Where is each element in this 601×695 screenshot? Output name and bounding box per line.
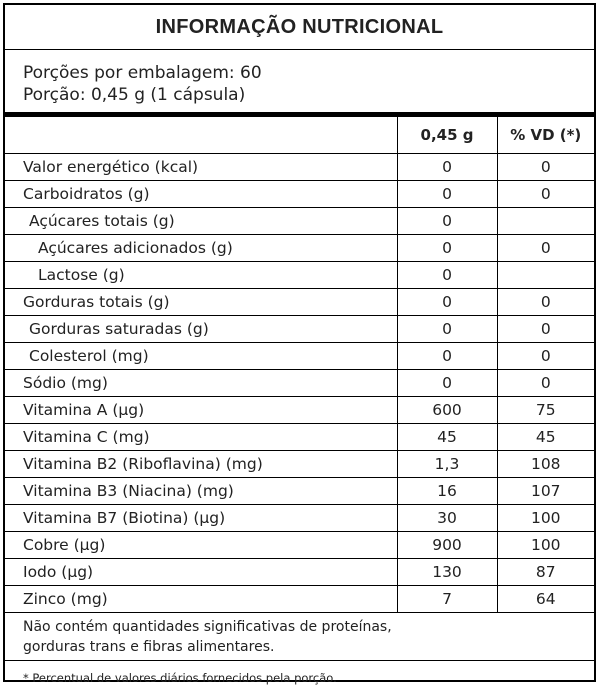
nutrient-amount: 0: [397, 235, 497, 262]
nutrient-amount: 0: [397, 343, 497, 370]
table-row: [5, 181, 594, 208]
table-row: [5, 586, 594, 613]
note-line-1: Não contém quantidades significativas de proteínas,: [23, 619, 392, 635]
nutrient-amount: 0: [397, 181, 497, 208]
nutrient-daily-value: 64: [497, 586, 594, 613]
nutrient-name: Sódio (mg): [5, 370, 397, 397]
nutrient-daily-value: 75: [497, 397, 594, 424]
nutrient-amount: 45: [397, 424, 497, 451]
header-daily-value: % VD (*): [497, 117, 594, 154]
not-significant-note: [5, 613, 594, 661]
nutrient-amount: 7: [397, 586, 497, 613]
nutrient-daily-value: 0: [497, 181, 594, 208]
nutrient-daily-value: 45: [497, 424, 594, 451]
nutrient-daily-value: 0: [497, 289, 594, 316]
nutrition-facts-label: [3, 3, 596, 685]
nutrient-name: Vitamina B7 (Biotina) (µg): [5, 505, 397, 532]
table-row: [5, 478, 594, 505]
nutrient-name: Açúcares totais (g): [5, 208, 397, 235]
note-line-2: gorduras trans e fibras alimentares.: [23, 639, 275, 655]
table-row: [5, 370, 594, 397]
nutrient-name: Valor energético (kcal): [5, 154, 397, 181]
header-amount: 0,45 g: [397, 117, 497, 154]
nutrient-amount: 900: [397, 532, 497, 559]
table-row: [5, 235, 594, 262]
nutrient-amount: 0: [397, 208, 497, 235]
table-row: [5, 397, 594, 424]
nutrient-amount: 130: [397, 559, 497, 586]
nutrient-name: Vitamina B3 (Niacina) (mg): [5, 478, 397, 505]
table-header-row: [5, 117, 594, 154]
nutrient-daily-value: 0: [497, 343, 594, 370]
table-row: [5, 262, 594, 289]
nutrient-name: Cobre (µg): [5, 532, 397, 559]
nutrient-daily-value: 87: [497, 559, 594, 586]
table-row: [5, 505, 594, 532]
nutrition-table: [5, 116, 594, 613]
nutrient-amount: 0: [397, 289, 497, 316]
nutrient-name: Vitamina C (mg): [5, 424, 397, 451]
footnote: * Percentual de valores diários fornecidos pela porção.: [23, 671, 337, 685]
table-row: [5, 208, 594, 235]
table-row: [5, 154, 594, 181]
header-nutrient: [5, 117, 397, 154]
nutrient-amount: 30: [397, 505, 497, 532]
nutrient-daily-value: 0: [497, 370, 594, 397]
nutrient-daily-value: 100: [497, 505, 594, 532]
nutrient-name: Açúcares adicionados (g): [5, 235, 397, 262]
nutrient-amount: 0: [397, 370, 497, 397]
nutrient-name: Colesterol (mg): [5, 343, 397, 370]
nutrient-amount: 16: [397, 478, 497, 505]
nutrient-daily-value: [497, 208, 594, 235]
table-row: [5, 532, 594, 559]
nutrient-name: Lactose (g): [5, 262, 397, 289]
nutrient-name: Carboidratos (g): [5, 181, 397, 208]
nutrient-amount: 0: [397, 154, 497, 181]
nutrient-daily-value: 0: [497, 235, 594, 262]
nutrient-name: Gorduras totais (g): [5, 289, 397, 316]
portion-size: Porção: 0,45 g (1 cápsula): [23, 85, 246, 105]
nutrient-daily-value: 0: [497, 154, 594, 181]
nutrient-amount: 1,3: [397, 451, 497, 478]
table-row: [5, 451, 594, 478]
label-title: INFORMAÇÃO NUTRICIONAL: [5, 5, 594, 50]
nutrient-daily-value: 100: [497, 532, 594, 559]
nutrient-amount: 0: [397, 262, 497, 289]
table-row: [5, 316, 594, 343]
nutrient-daily-value: [497, 262, 594, 289]
serving-info: [5, 50, 594, 116]
nutrient-name: Vitamina B2 (Riboflavina) (mg): [5, 451, 397, 478]
nutrient-daily-value: 107: [497, 478, 594, 505]
nutrient-name: Vitamina A (µg): [5, 397, 397, 424]
nutrient-daily-value: 108: [497, 451, 594, 478]
nutrient-amount: 600: [397, 397, 497, 424]
nutrient-name: Zinco (mg): [5, 586, 397, 613]
nutrient-name: Gorduras saturadas (g): [5, 316, 397, 343]
nutrient-amount: 0: [397, 316, 497, 343]
portions-per-package: Porções por embalagem: 60: [23, 63, 262, 83]
table-row: [5, 559, 594, 586]
table-row: [5, 343, 594, 370]
table-row: [5, 424, 594, 451]
table-row: [5, 289, 594, 316]
nutrient-daily-value: 0: [497, 316, 594, 343]
nutrient-name: Iodo (µg): [5, 559, 397, 586]
